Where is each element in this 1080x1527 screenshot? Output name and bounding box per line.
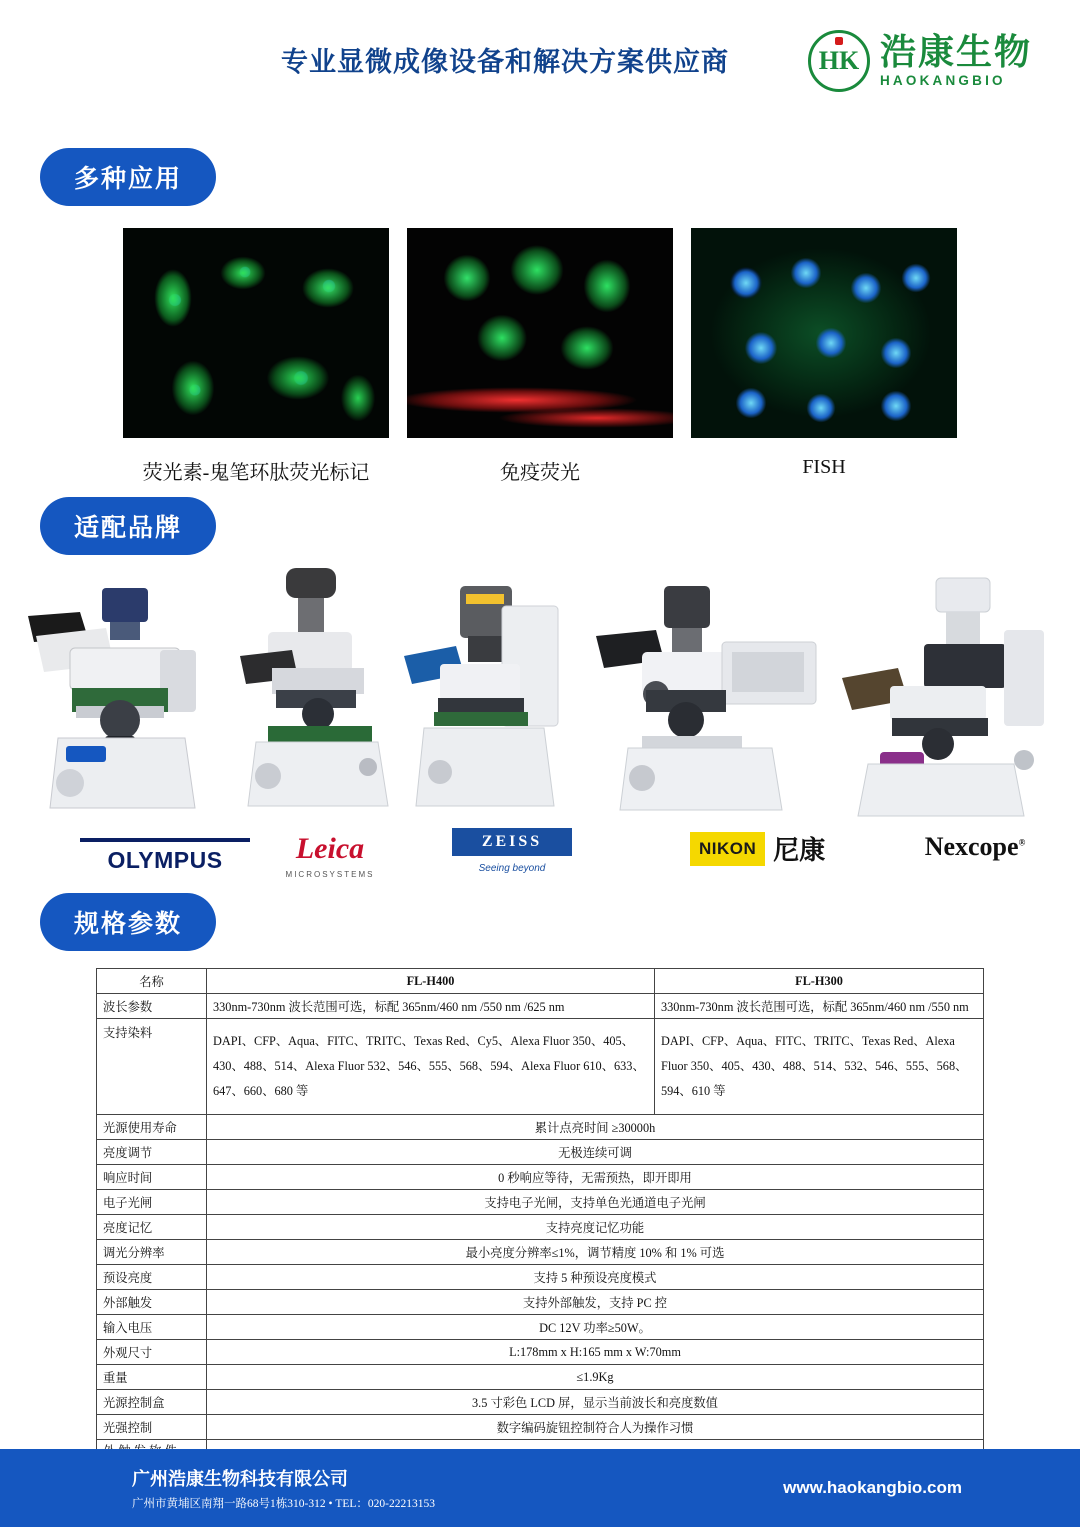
brand-logo-nikon xyxy=(690,830,860,867)
olympus-bar-icon xyxy=(80,838,250,842)
row-label: 响应时间 xyxy=(97,1165,207,1190)
row-label: 光源控制盒 xyxy=(97,1390,207,1415)
brand-logo-nexcope xyxy=(900,832,1050,862)
table-row xyxy=(97,1265,984,1290)
page-footer xyxy=(0,1449,1080,1527)
spec-table xyxy=(96,968,984,1480)
header-name: 名称 xyxy=(97,969,207,994)
table-row xyxy=(97,1140,984,1165)
row-value-model2: DAPI、CFP、Aqua、FITC、TRITC、Texas Red、Alexa Fluor 350、405、430、488、514、532、546、555、568、594、610 等 xyxy=(654,1019,983,1115)
row-label: 电子光闸 xyxy=(97,1190,207,1215)
brand-sub-zeiss: Seeing beyond xyxy=(478,863,546,874)
table-row xyxy=(97,1390,984,1415)
microscope-nexcope-image xyxy=(828,574,1063,824)
row-value-model1: 330nm-730nm 波长范围可选，标配 365nm/460 nm /550 nm /625 nm xyxy=(207,994,655,1019)
brand-logo-olympus xyxy=(80,838,250,874)
applications-gallery xyxy=(0,228,1080,485)
table-row xyxy=(97,1315,984,1340)
section-badge-specs: 规格参数 xyxy=(40,893,216,951)
logo-mark-icon xyxy=(808,30,870,92)
row-label: 亮度调节 xyxy=(97,1140,207,1165)
brand-name-leica: Leica xyxy=(295,832,365,865)
microscope-nikon-image xyxy=(586,578,836,818)
row-label: 外观尺寸 xyxy=(97,1340,207,1365)
row-value: ≤1.9Kg xyxy=(207,1365,984,1390)
footer-contact xyxy=(132,1465,435,1511)
row-label: 光强控制 xyxy=(97,1415,207,1440)
row-value: 无极连续可调 xyxy=(207,1140,984,1165)
nexcope-registered-icon: ® xyxy=(1018,837,1026,848)
microscope-zeiss-image xyxy=(398,580,578,820)
row-label: 光源使用寿命 xyxy=(97,1115,207,1140)
table-row xyxy=(97,1415,984,1440)
brand-name-nexcope: Nexcope xyxy=(924,832,1019,861)
row-value: 支持电子光闸，支持单色光通道电子光闸 xyxy=(207,1190,984,1215)
company-logo xyxy=(808,30,1032,92)
section-heading-applications xyxy=(40,148,216,206)
row-label: 外部触发 xyxy=(97,1290,207,1315)
brand-name-olympus: OLYMPUS xyxy=(107,847,223,873)
header-model-1: FL-H400 xyxy=(207,969,655,994)
row-value: L:178mm x H:165 mm x W:70mm xyxy=(207,1340,984,1365)
footer-address: 广州市黄埔区南翔一路68号1栋310-312 • TEL：020-22213153 xyxy=(132,1498,436,1510)
table-row xyxy=(97,994,984,1019)
brand-logo-zeiss xyxy=(452,828,572,874)
header-model-2: FL-H300 xyxy=(654,969,983,994)
page-header xyxy=(0,0,1080,118)
row-label: 波长参数 xyxy=(97,994,207,1019)
application-card xyxy=(123,228,389,485)
brand-name-nikon-cn: 尼康 xyxy=(773,836,826,865)
row-label: 重量 xyxy=(97,1365,207,1390)
logo-dot-icon xyxy=(835,37,843,45)
row-value: 支持外部触发，支持 PC 控 xyxy=(207,1290,984,1315)
logo-chinese-name: 浩康生物 xyxy=(879,31,1032,72)
row-label: 预设亮度 xyxy=(97,1265,207,1290)
page-title: 专业显微成像设备和解决方案供应商 xyxy=(281,46,729,77)
table-row xyxy=(97,1365,984,1390)
row-value-model2: 330nm-730nm 波长范围可选，标配 365nm/460 nm /550 nm xyxy=(654,994,983,1019)
table-row xyxy=(97,1290,984,1315)
section-badge-applications: 多种应用 xyxy=(40,148,216,206)
microscope-leica-image xyxy=(228,562,408,817)
row-label: 支持染料 xyxy=(97,1019,207,1115)
row-label: 输入电压 xyxy=(97,1315,207,1340)
application-card xyxy=(691,228,957,485)
row-value: 最小亮度分辨率≤1%，调节精度 10% 和 1% 可选 xyxy=(207,1240,984,1265)
brand-name-zeiss: ZEISS xyxy=(452,828,572,856)
application-caption: 免疫荧光 xyxy=(500,462,580,484)
brand-name-nikon: NIKON xyxy=(690,832,765,866)
table-row xyxy=(97,1165,984,1190)
row-value: 3.5 寸彩色 LCD 屏，显示当前波长和亮度数值 xyxy=(207,1390,984,1415)
table-row xyxy=(97,1340,984,1365)
logo-english-name: HAOKANGBIO xyxy=(879,73,1006,89)
table-header-row xyxy=(97,969,984,994)
row-value-model1: DAPI、CFP、Aqua、FITC、TRITC、Texas Red、Cy5、Alexa Fluor 350、405、430、488、514、Alexa Fluor 532、546、555、568、594、Alexa Fluor 610、633、647、660、680 等 xyxy=(207,1019,655,1115)
row-value: 支持 5 种预设亮度模式 xyxy=(207,1265,984,1290)
table-row xyxy=(97,1215,984,1240)
application-caption: FISH xyxy=(802,456,846,478)
table-row xyxy=(97,1240,984,1265)
immunofluorescence-image xyxy=(407,228,673,438)
application-card xyxy=(407,228,673,485)
row-value: DC 12V 功率≥50W。 xyxy=(207,1315,984,1340)
footer-company-name: 广州浩康生物科技有限公司 xyxy=(132,1469,348,1489)
brand-logo-leica xyxy=(255,834,405,879)
brand-sub-leica: MICROSYSTEMS xyxy=(285,870,375,879)
row-value: 累计点亮时间 ≥30000h xyxy=(207,1115,984,1140)
application-caption: 荧光素-鬼笔环肽荧光标记 xyxy=(142,462,370,484)
section-heading-brands xyxy=(40,497,216,555)
row-value: 支持亮度记忆功能 xyxy=(207,1215,984,1240)
row-value: 数字编码旋钮控制符合人为操作习惯 xyxy=(207,1415,984,1440)
table-row xyxy=(97,1115,984,1140)
microscope-olympus-image xyxy=(10,578,240,818)
footer-website-link[interactable]: www.haokangbio.com xyxy=(783,1478,962,1497)
row-value: 0 秒响应等待，无需预热，即开即用 xyxy=(207,1165,984,1190)
logo-mark-text: HK xyxy=(818,46,860,75)
section-badge-brands: 适配品牌 xyxy=(40,497,216,555)
table-row xyxy=(97,1190,984,1215)
section-heading-specs xyxy=(40,893,216,951)
row-label: 调光分辨率 xyxy=(97,1240,207,1265)
row-label: 亮度记忆 xyxy=(97,1215,207,1240)
spec-table-container xyxy=(96,968,984,1480)
brand-logo-row xyxy=(0,818,1080,890)
fluorescein-phalloidin-image xyxy=(123,228,389,438)
fish-image xyxy=(691,228,957,438)
table-row xyxy=(97,1019,984,1115)
